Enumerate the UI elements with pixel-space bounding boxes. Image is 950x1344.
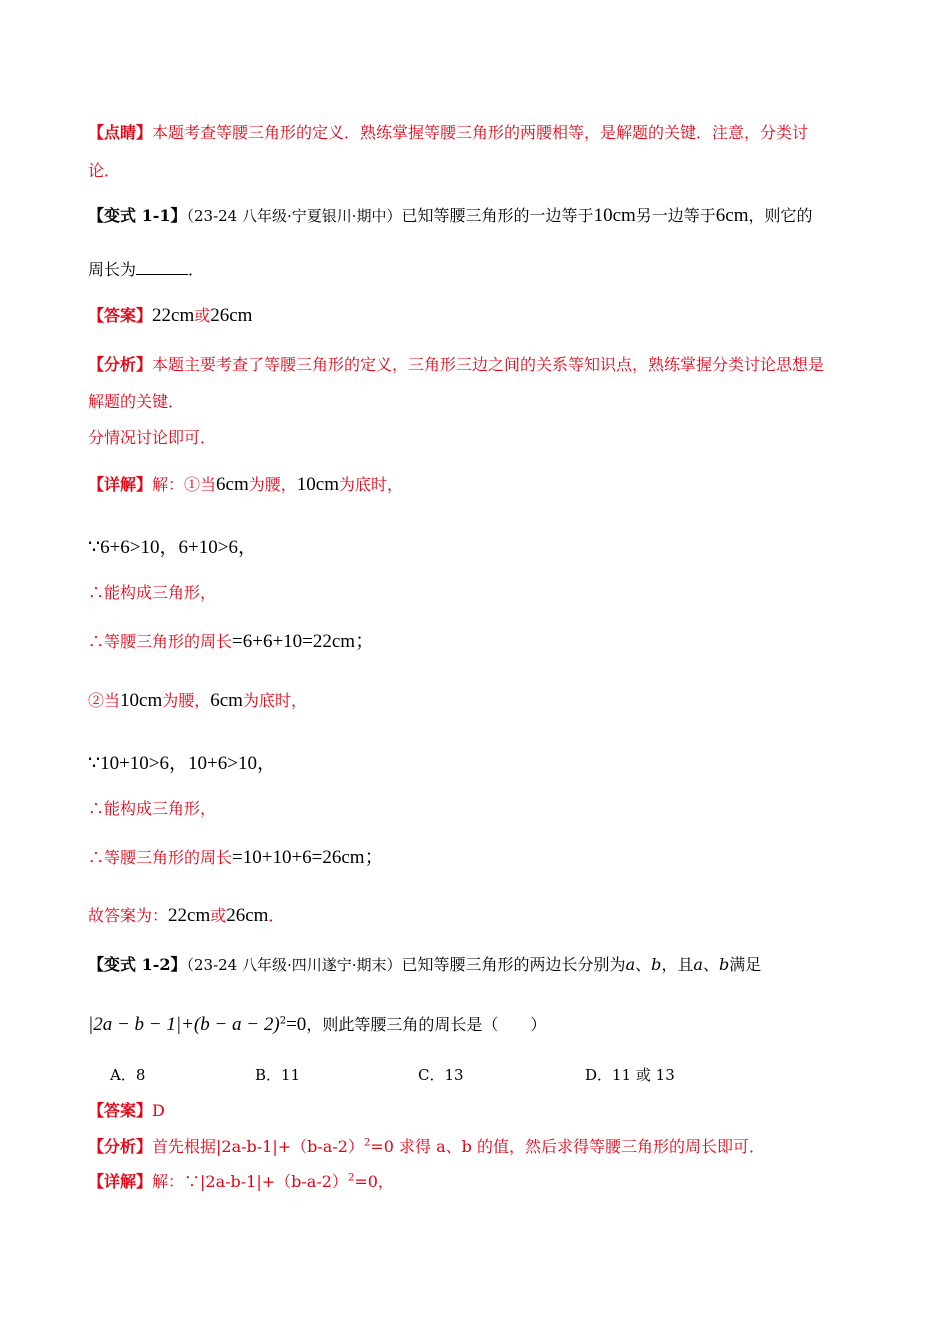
q1-perimeter-1 (88, 626, 374, 653)
q1-analysis-3: 分情况讨论即可． (88, 428, 217, 447)
q1-stem-e: ． (188, 260, 205, 279)
q1-analysis-line-3 (88, 425, 216, 448)
q2-detail-tag: 【详解】 (88, 1172, 153, 1191)
q2-sep-2: 、 (702, 955, 719, 974)
q1-final-a: 故答案为： (88, 906, 169, 925)
q1-stem-b: 另一边等于 (635, 206, 716, 225)
q1-case1-a: 解：①当 (152, 475, 217, 494)
q1-value-6cm: 6cm (715, 205, 749, 226)
q1-case1-v2: 10cm (296, 474, 339, 495)
q2-answer-line (88, 1098, 165, 1121)
q2-stem-line-1 (88, 952, 761, 975)
q1-perimeter-2-label: ∴等腰三角形的周长 (88, 848, 233, 867)
option-c: C．13 (418, 1066, 464, 1084)
note-text-2: 论． (88, 161, 121, 180)
q1-perimeter-2-eq: =10+10+6=26cm； (232, 847, 384, 868)
q1-final-v2: 26cm (226, 905, 269, 926)
q1-detail-case1 (88, 472, 403, 496)
q2-detail-b: =0， (354, 1172, 394, 1191)
note-tag: 【点睛】 (88, 123, 153, 142)
q1-source: （23-24 八年级·宁夏银川·期中） (186, 207, 402, 225)
q1-detail-tag: 【详解】 (88, 475, 153, 494)
q1-stem-line-1 (88, 203, 813, 227)
q2-source: （23-24 八年级·四川遂宁·期末） (186, 956, 402, 974)
q1-answer-line (88, 303, 252, 327)
q1-case1-c: 为底时， (338, 475, 403, 494)
q1-answer-b: 26cm (210, 305, 253, 326)
q2-var-a: a (625, 955, 636, 974)
q2-analysis-tag: 【分析】 (88, 1137, 153, 1156)
q2-answer: D (152, 1101, 165, 1120)
q1-can-form-2: ∴能构成三角形， (88, 799, 217, 818)
q2-sep: 、 (635, 955, 652, 974)
q2-analysis-exp: 2 (363, 1137, 371, 1149)
q1-analysis-2: 解题的关键． (88, 392, 185, 411)
q1-final-v1: 22cm (168, 905, 211, 926)
q2-stem-d: ，则此等腰三角的周长是（ ） (306, 1015, 547, 1034)
q1-case2-b: 为腰， (162, 691, 211, 710)
q2-stem-a: 已知等腰三角形的两边长分别为 (401, 955, 626, 974)
q1-analysis-line-2 (88, 389, 184, 412)
note-line-2 (88, 158, 120, 181)
option-a: A．8 (110, 1066, 146, 1084)
q2-analysis-line (88, 1134, 765, 1157)
q1-case2-v1: 10cm (120, 690, 163, 711)
q2-var-a-2: a (693, 955, 703, 974)
q2-answer-tag: 【答案】 (88, 1101, 153, 1120)
q2-var-b: b (651, 955, 662, 974)
q2-detail-a: 解：∵|2a-b-1|+（b-a-2） (152, 1172, 348, 1191)
q1-stem-a: 已知等腰三角形的一边等于 (401, 206, 594, 225)
q2-analysis-b: =0 求得 a、b 的值，然后求得等腰三角形的周长即可． (370, 1137, 765, 1156)
option-d: D．11 或 13 (585, 1066, 675, 1084)
note-line-1 (88, 120, 808, 143)
note-text-1: 本题考查等腰三角形的定义．熟练掌握等腰三角形的两腰相等，是解题的关键．注意，分类讨 (152, 123, 809, 142)
q1-case1-v1: 6cm (216, 474, 249, 495)
q2-equation-exp: 2 (279, 1015, 287, 1027)
q1-perimeter-1-label: ∴等腰三角形的周长 (88, 632, 233, 651)
q1-because-2: ∵10+10>6，10+6>10， (88, 753, 276, 774)
q1-analysis-1: 本题主要考查了等腰三角形的定义，三角形三边之间的关系等知识点，熟练掌握分类讨论思想是 (152, 355, 825, 374)
q1-final-or: 或 (210, 906, 227, 925)
q1-perimeter-2 (88, 842, 384, 869)
q1-analysis-tag: 【分析】 (88, 355, 153, 374)
q2-equation-right: =0 (286, 1014, 307, 1035)
option-b: B．11 (255, 1066, 301, 1084)
q2-stem-b: ，且 (661, 955, 694, 974)
q2-stem-line-2 (88, 1012, 546, 1036)
answer-blank (136, 260, 188, 275)
q2-detail-line (88, 1169, 394, 1192)
q1-analysis-line-1 (88, 352, 824, 375)
q1-value-10cm: 10cm (593, 205, 636, 226)
q1-case2-v2: 6cm (210, 690, 243, 711)
q2-detail-exp: 2 (347, 1172, 355, 1184)
q1-case2-c: 为底时， (242, 691, 307, 710)
q1-answer-tag: 【答案】 (88, 306, 153, 325)
q2-var-b-2: b (718, 955, 730, 974)
q2-analysis-a: 首先根据|2a-b-1|+（b-a-2） (152, 1137, 364, 1156)
q1-case1-b: 为腰， (248, 475, 297, 494)
q1-answer-a: 22cm (152, 305, 195, 326)
q1-perimeter-1-eq: =6+6+10=22cm； (232, 631, 375, 652)
q2-tag: 【变式 1-2】 (88, 955, 187, 974)
q1-tag: 【变式 1-1】 (88, 206, 187, 225)
q2-stem-c: 满足 (729, 955, 762, 974)
q1-case2-a: ②当 (88, 691, 121, 710)
q1-final-end: ． (268, 906, 285, 925)
q1-stem-line-2 (88, 257, 204, 280)
q1-because-1: ∵6+6>10，6+10>6， (88, 537, 257, 558)
q1-answer-or: 或 (194, 306, 211, 325)
q1-stem-c: ，则它的 (748, 206, 813, 225)
q1-final-answer (88, 903, 284, 927)
q2-equation-left: |2a − b − 1|+(b − a − 2) (88, 1014, 280, 1035)
q1-stem-d: 周长为 (88, 260, 137, 279)
q1-detail-case2 (88, 688, 307, 712)
q1-can-form-1: ∴能构成三角形， (88, 583, 217, 602)
